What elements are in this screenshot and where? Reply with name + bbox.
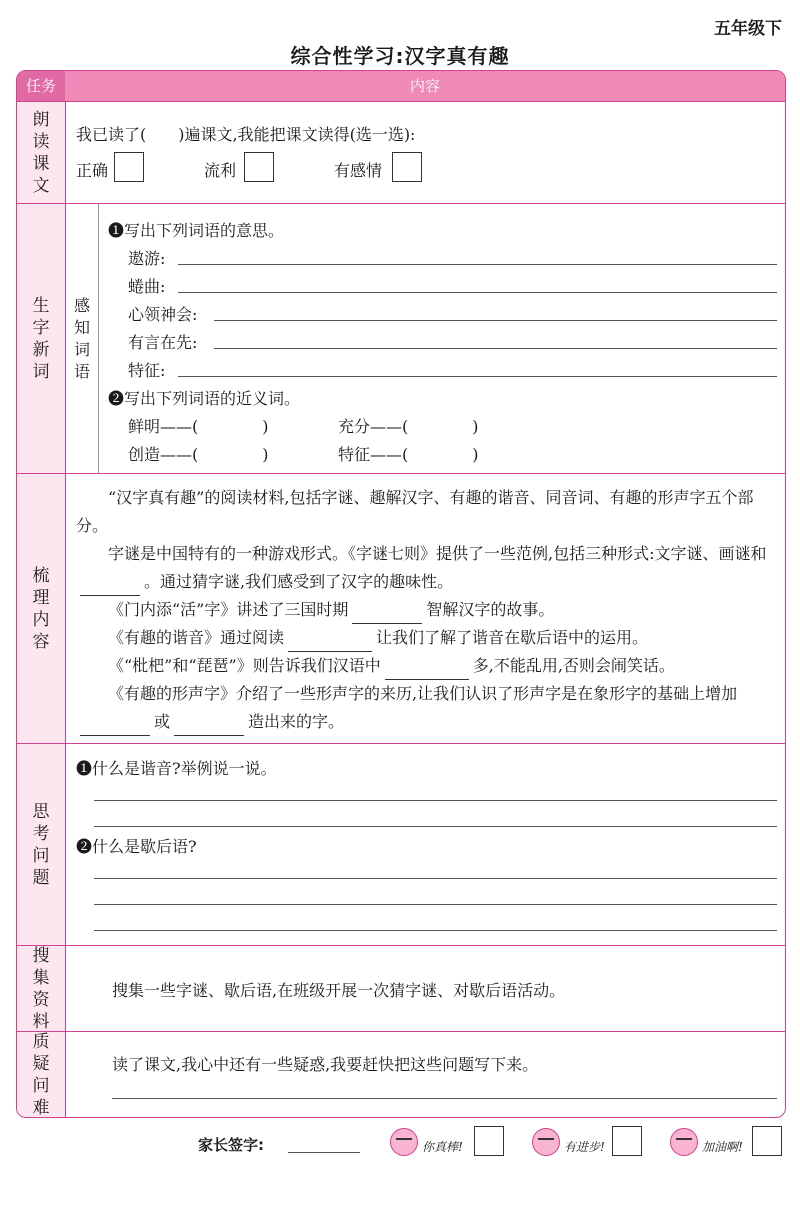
- sort-para-5: 《“枇杷”和“琵琶”》则告诉我们汉语中 多,不能乱用,否则会闹笑话。: [76, 652, 775, 680]
- page-title: 综合性学习:汉字真有趣: [290, 44, 510, 68]
- row-collect: [17, 945, 785, 1032]
- option-checkbox-3[interactable]: [392, 152, 422, 182]
- sort-para-1: “汉字真有趣”的阅读材料,包括字谜、趣解汉字、有趣的谐音、同音词、有趣的形声字五个部分。: [76, 488, 754, 535]
- term-3: 心领神会:: [128, 305, 198, 324]
- parent-sign-line[interactable]: [288, 1152, 360, 1153]
- sub-label-words: 感知词语: [66, 204, 99, 474]
- fill-blank-6[interactable]: [174, 717, 244, 736]
- think-line-5[interactable]: [94, 930, 777, 931]
- answer-line-2[interactable]: [178, 292, 777, 293]
- rating-box-1[interactable]: [474, 1126, 504, 1156]
- words-q2: ❷写出下列词语的近义词。: [108, 389, 301, 408]
- option-label-3: 有感情: [334, 161, 383, 180]
- header-content: 内容: [409, 77, 440, 95]
- fill-blank-4[interactable]: [385, 661, 469, 680]
- think-line-4[interactable]: [94, 904, 777, 905]
- row-label-doubt: 质疑问难: [17, 1032, 66, 1118]
- smiley-icon: [532, 1128, 560, 1156]
- row-read: [17, 101, 785, 204]
- doubt-line[interactable]: [112, 1098, 777, 1099]
- doubt-text: 读了课文,我心中还有一些疑惑,我要赶快把这些问题写下来。: [112, 1055, 539, 1074]
- answer-line-1[interactable]: [178, 264, 777, 265]
- collect-text: 搜集一些字谜、歇后语,在班级开展一次猜字谜、对歇后语活动。: [112, 981, 566, 1000]
- synonym-1: 鲜明——( ): [128, 417, 269, 436]
- fill-blank-1[interactable]: [80, 577, 140, 596]
- rating-box-2[interactable]: [612, 1126, 642, 1156]
- option-checkbox-1[interactable]: [114, 152, 144, 182]
- term-2: 蜷曲:: [128, 277, 166, 296]
- read-sentence: 我已读了( )遍课文,我能把课文读得(选一选):: [76, 125, 416, 144]
- rating-label-2: 有进步!: [564, 1140, 605, 1154]
- row-label-sort: 梳理内容: [17, 474, 66, 744]
- sort-para-6: 《有趣的形声字》介绍了一些形声字的来历,让我们认识了形声字是在象形字的基础上增加或 造出来的字。: [76, 680, 775, 736]
- words-q1: ❶写出下列词语的意思。: [108, 221, 285, 240]
- header-task: 任务: [17, 71, 65, 101]
- option-label-1: 正确: [76, 161, 109, 180]
- row-doubt: [17, 1031, 785, 1118]
- row-words: [17, 203, 785, 474]
- option-checkbox-2[interactable]: [244, 152, 274, 182]
- sort-para-2: 字谜是中国特有的一种游戏形式。《字谜七则》提供了一些范例,包括三种形式:文字谜、画谜和。通过猜字谜,我们感受到了汉字的趣味性。: [76, 540, 775, 596]
- synonym-4: 特征——( ): [338, 445, 479, 464]
- fill-blank-3[interactable]: [288, 633, 372, 652]
- row-label-words: 生字新词: [17, 204, 66, 474]
- synonym-3: 创造——( ): [128, 445, 269, 464]
- row-sort: [17, 473, 785, 744]
- smiley-icon: [670, 1128, 698, 1156]
- term-1: 遨游:: [128, 249, 166, 268]
- footer: [0, 1124, 800, 1164]
- rating-label-3: 加油啊!: [702, 1140, 743, 1154]
- answer-line-3[interactable]: [214, 320, 777, 321]
- smiley-icon: [390, 1128, 418, 1156]
- option-label-2: 流利: [204, 161, 237, 180]
- think-line-2[interactable]: [94, 826, 777, 827]
- synonym-2: 充分——( ): [338, 417, 479, 436]
- think-line-1[interactable]: [94, 800, 777, 801]
- rating-box-3[interactable]: [752, 1126, 782, 1156]
- row-label-collect: 搜集资料: [17, 946, 66, 1032]
- grade-label: 五年级下: [714, 19, 782, 39]
- think-q1: ❶什么是谐音?举例说一说。: [76, 759, 277, 778]
- rating-label-1: 你真棒!: [422, 1140, 463, 1154]
- answer-line-4[interactable]: [214, 348, 777, 349]
- think-q2: ❷什么是歇后语?: [76, 837, 197, 856]
- sort-para-4: 《有趣的谐音》通过阅读 让我们了解了谐音在歇后语中的运用。: [76, 624, 775, 652]
- term-5: 特征:: [128, 361, 166, 380]
- fill-blank-2[interactable]: [352, 605, 422, 624]
- term-4: 有言在先:: [128, 333, 198, 352]
- worksheet-table: [16, 70, 786, 1118]
- parent-sign-label: 家长签字:: [198, 1136, 264, 1154]
- answer-line-5[interactable]: [178, 376, 777, 377]
- think-line-3[interactable]: [94, 878, 777, 879]
- row-label-think: 思考问题: [17, 744, 66, 946]
- fill-blank-5[interactable]: [80, 717, 150, 736]
- table-header: [17, 71, 785, 101]
- row-think: [17, 743, 785, 946]
- sort-para-3: 《门内添“活”字》讲述了三国时期 智解汉字的故事。: [76, 596, 775, 624]
- row-label-read: 朗读课文: [17, 102, 66, 204]
